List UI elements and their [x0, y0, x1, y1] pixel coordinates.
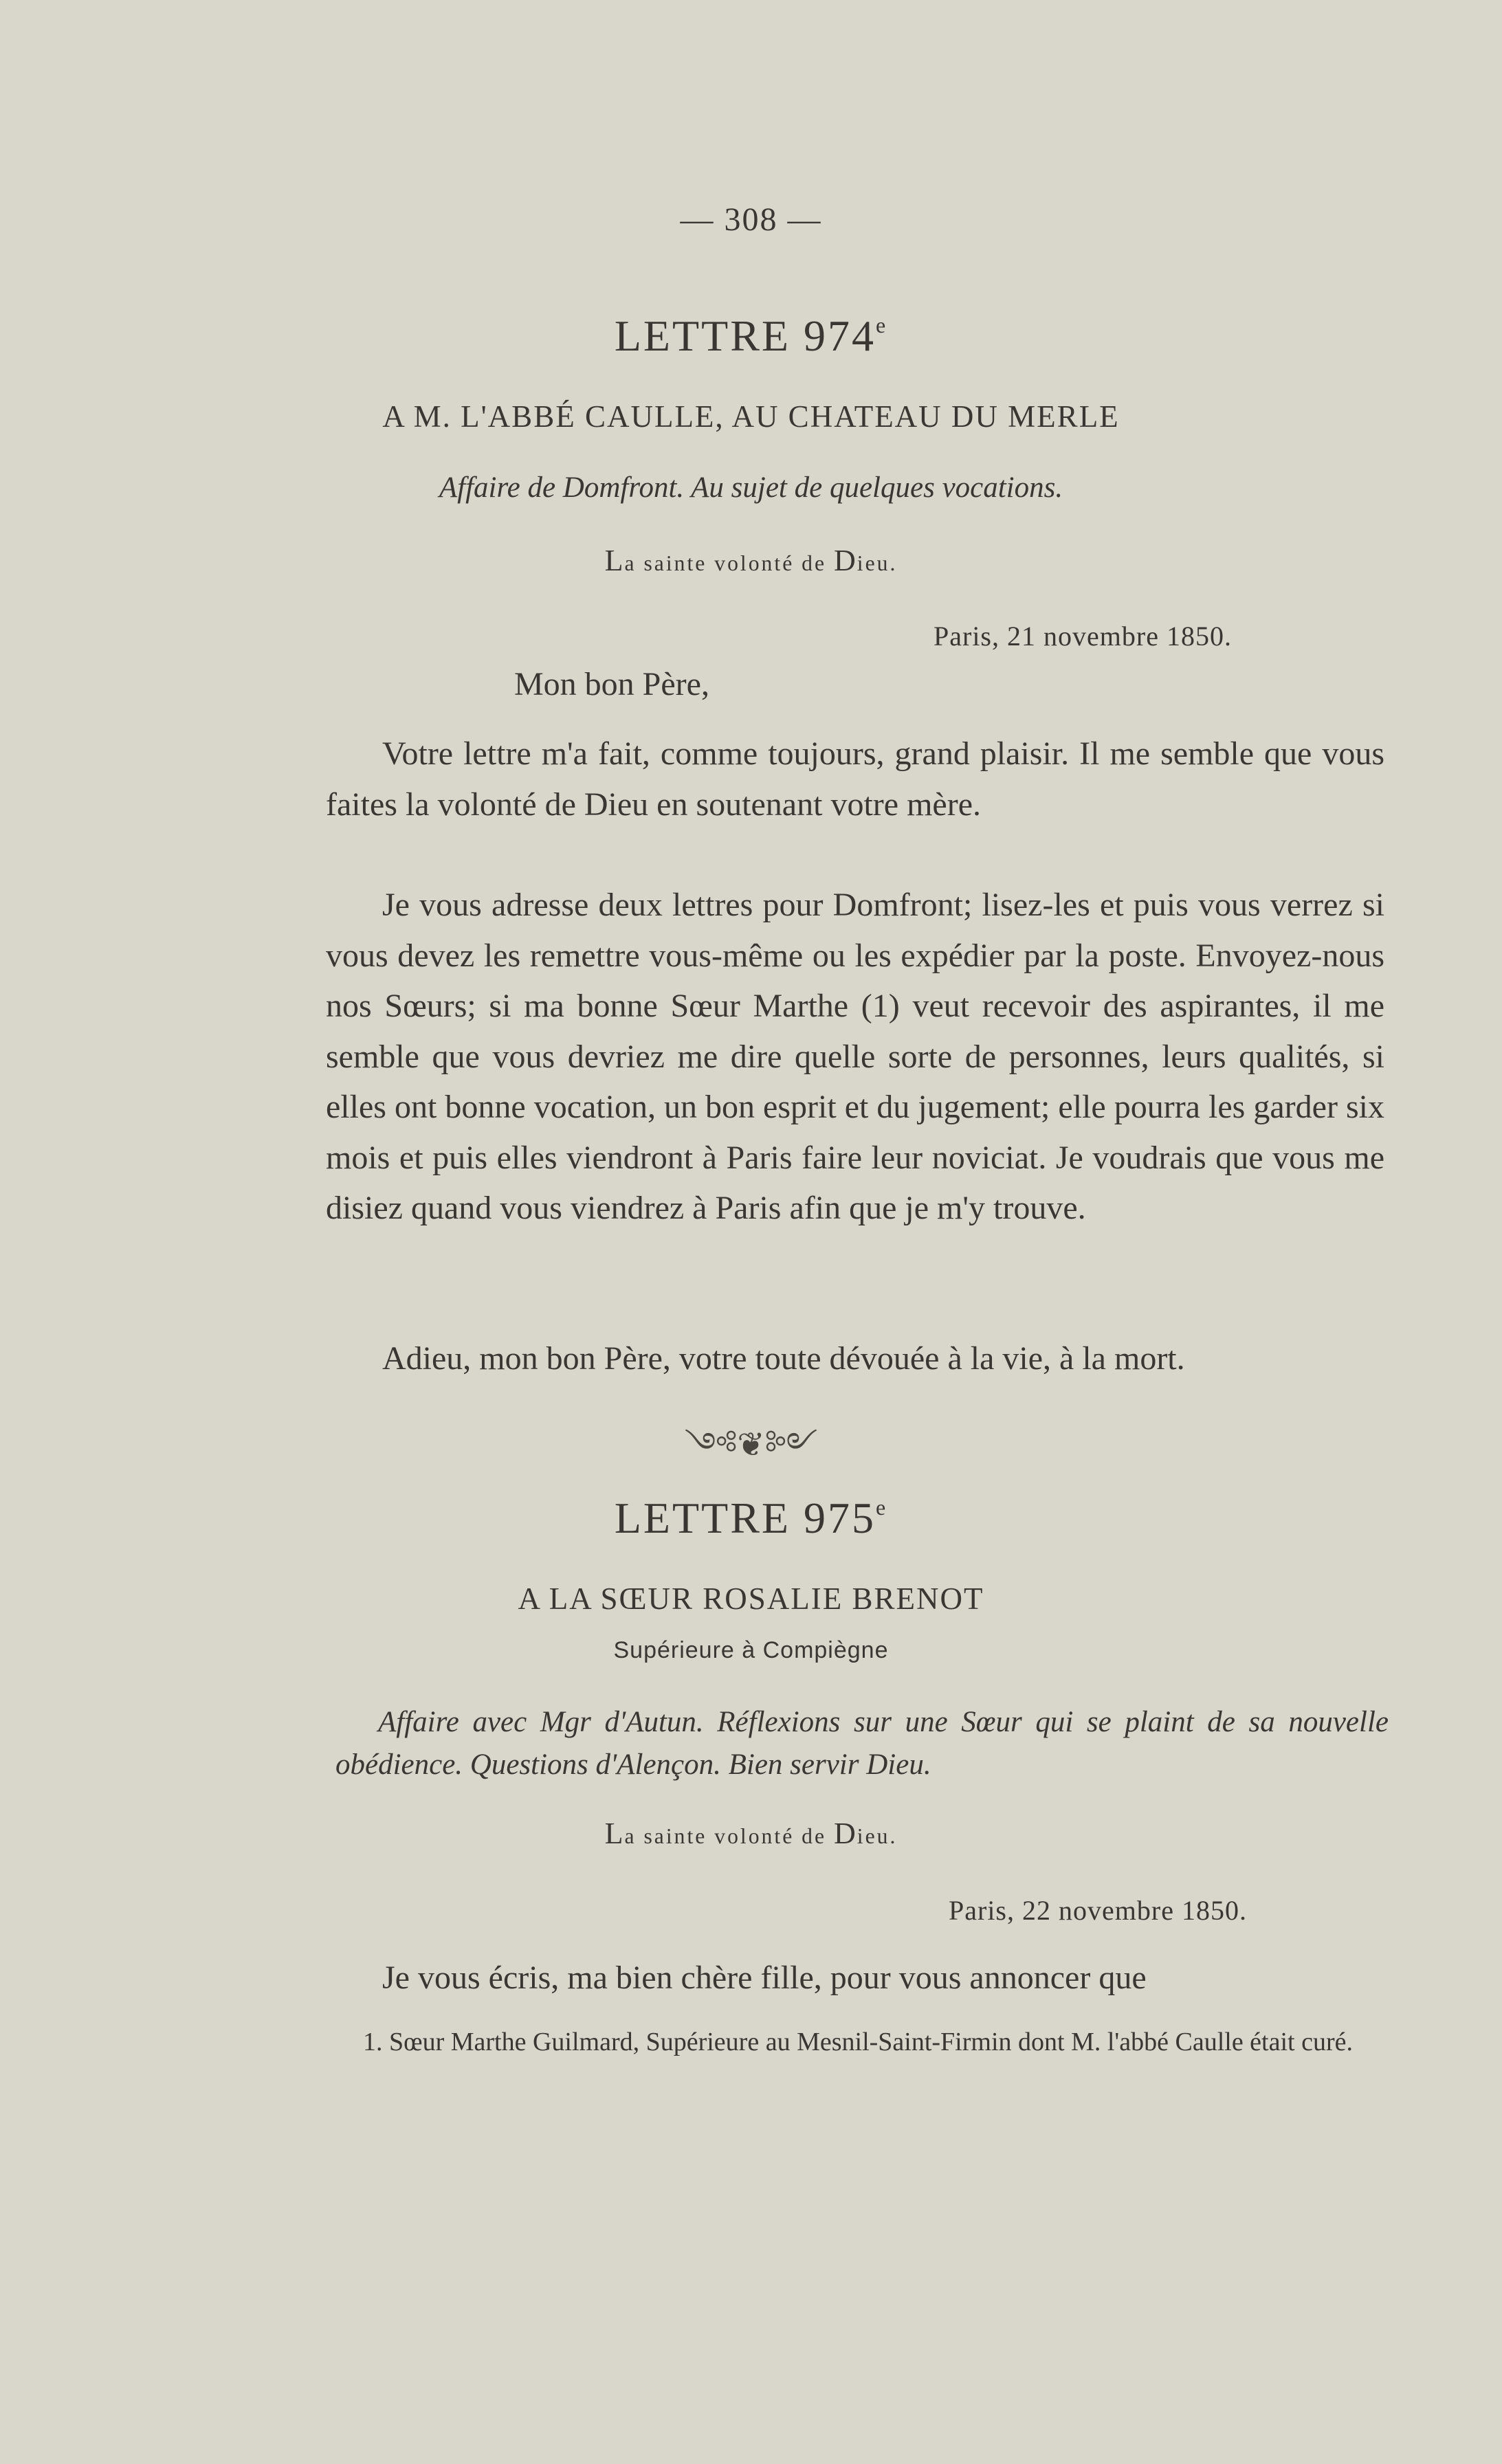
letter-975-title [0, 1493, 1502, 1544]
letter-974-addressee: A M. L'ABBÉ CAULLE, AU CHATEAU DU MERLE [382, 399, 1120, 434]
letter-975-dateline: Paris, 22 novembre 1850. [949, 1895, 1247, 1926]
letter-975-first-line: Je vous écris, ma bien chère fille, pour vous annoncer que [382, 1960, 1147, 1996]
letter-974-title [0, 311, 1502, 362]
letter-974-paragraph-3: Adieu, mon bon Père, votre toute dévouée à la vie, à la mort. [382, 1340, 1185, 1377]
motto-small-caps: a sainte volonté de [624, 551, 834, 575]
letter-974-paragraph-1: Votre lettre m'a fait, comme toujours, grand plaisir. Il me semble que vous faites la volonté de Dieu en soutenant votre mère. [326, 735, 1384, 823]
letter-975-title-text: LETTRE 975 [614, 1494, 876, 1542]
letter-974-dateline: Paris, 21 novembre 1850. [934, 621, 1232, 652]
letter-974-title-sup: e [875, 313, 888, 338]
motto-small-caps-2: a sainte volonté de [624, 1824, 834, 1848]
motto-small-caps-end-2: ieu. [857, 1824, 898, 1848]
letter-975-subtitle: Supérieure à Compiègne [613, 1637, 889, 1663]
letter-975-motto [0, 1816, 1502, 1851]
footnote: 1. Sœur Marthe Guilmard, Supérieure au Mesnil-Saint-Firmin dont M. l'abbé Caulle était curé. [363, 2028, 1353, 2056]
letter-974-motto [0, 543, 1502, 578]
letter-974-title-text: LETTRE 974 [614, 311, 876, 360]
letter-974-salutation: Mon bon Père, [514, 666, 709, 702]
letter-975-addressee: A LA SŒUR ROSALIE BRENOT [518, 1581, 984, 1616]
page-number: — 308 — [680, 201, 822, 238]
letter-974-paragraph-2: Je vous adresse deux lettres pour Domfront; lisez-les et puis vous verrez si vous devez les remettre vous-même ou les expédier par la poste. Envoyez-nous nos Sœurs; si ma bonne Sœur Marthe (1) veut recevoir des aspirantes, il me semble que vous devriez me dire quelle sorte de personnes, leurs qualités, si elles ont bonne vocation, un bon esprit et du jugement; elle pourra les garder six mois et puis elles viendront à Paris faire leur noviciat. Je voudrais que vous me disiez quand vous viendrez à Paris afin que je m'y trouve. [326, 887, 1384, 1226]
motto-initial-l: L [604, 544, 625, 577]
motto-small-caps-end: ieu. [857, 551, 898, 575]
letter-974-subject: Affaire de Domfront. Au sujet de quelques vocations. [439, 471, 1063, 504]
ornament-divider: ༺❦༻ [684, 1427, 818, 1463]
letter-975-subject: Affaire avec Mgr d'Autun. Réflexions sur une Sœur qui se plaint de sa nouvelle obédience. Questions d'Alençon. Bien servir Dieu. [335, 1706, 1389, 1781]
motto-initial-l-2: L [604, 1817, 625, 1850]
letter-975-title-sup: e [875, 1495, 888, 1520]
motto-initial-d-2: D [833, 1817, 857, 1850]
motto-initial-d: D [833, 544, 857, 577]
